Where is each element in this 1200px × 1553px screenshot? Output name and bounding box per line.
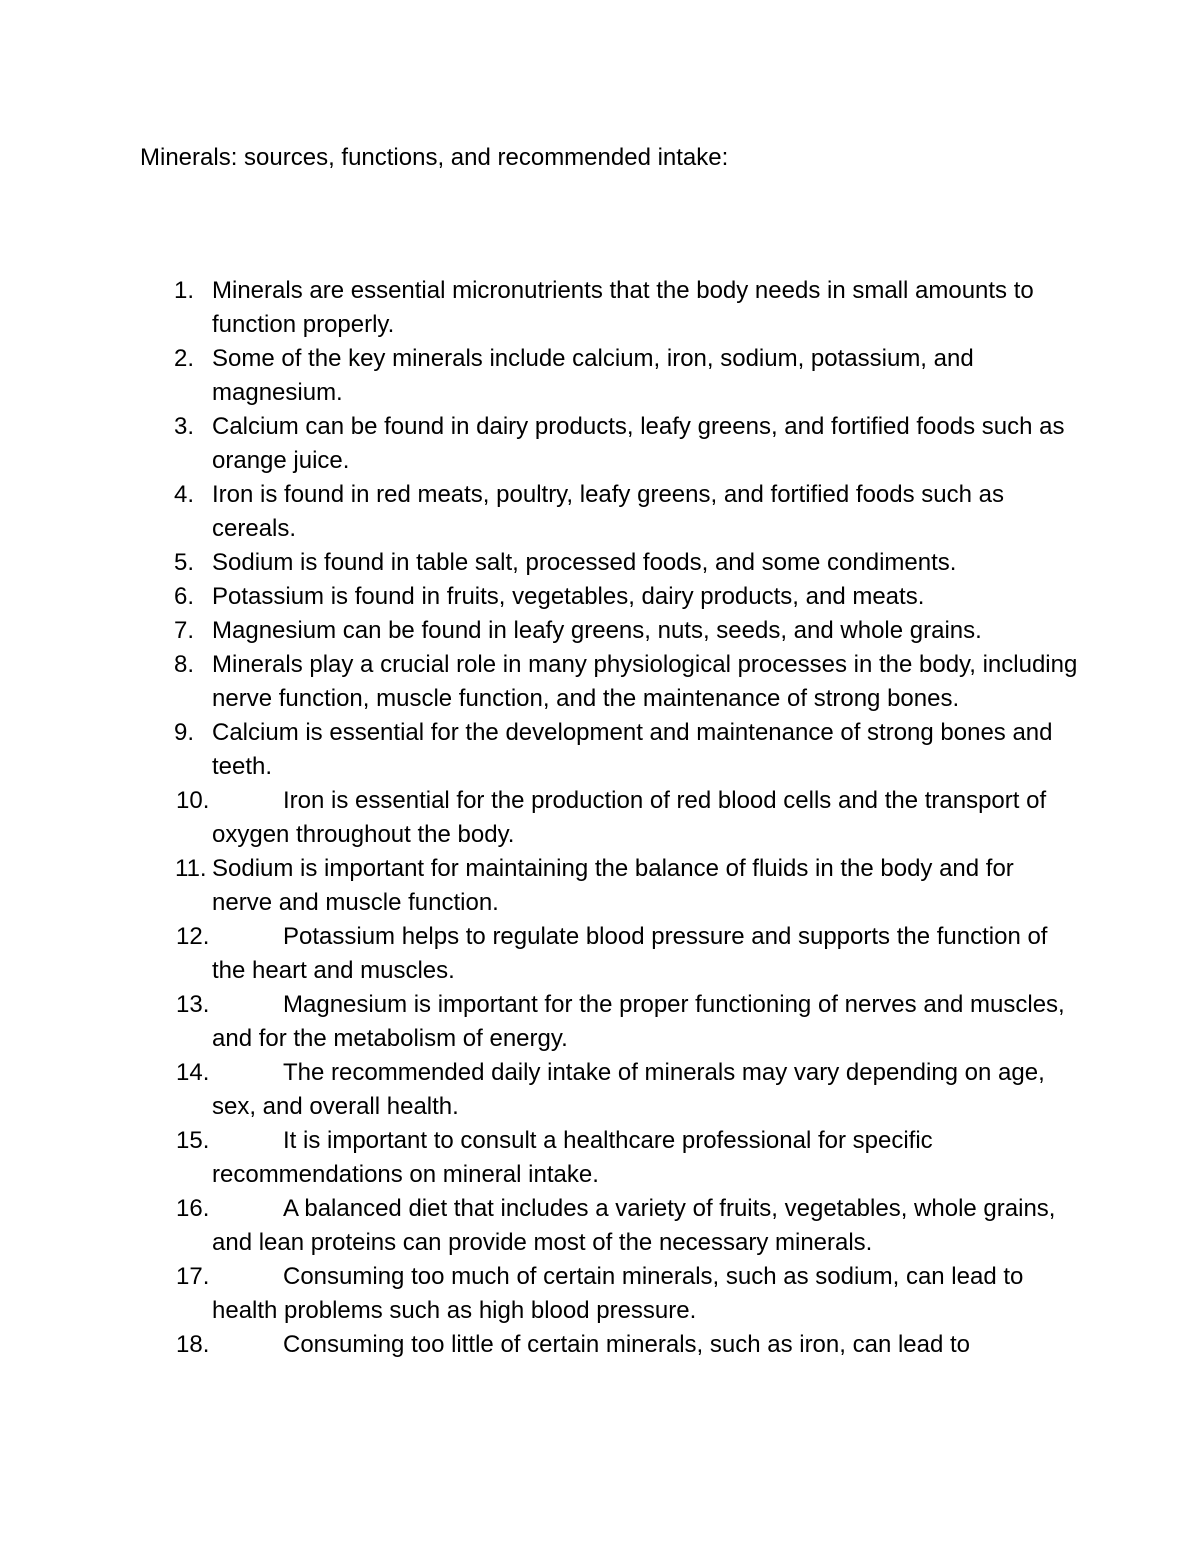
list-number: 12. <box>176 923 210 950</box>
list-text: The recommended daily intake of minerals may vary depending on age, sex, and overall health. <box>212 1059 1045 1120</box>
document-title: Minerals: sources, functions, and recommended intake: <box>140 144 729 171</box>
list-item <box>140 1328 1080 1362</box>
list-text: Potassium is found in fruits, vegetables, dairy products, and meats. <box>212 583 925 610</box>
list-number: 14. <box>176 1059 210 1086</box>
list-number: 2. <box>174 345 195 372</box>
list-text: Minerals are essential micronutrients that the body needs in small amounts to function properly. <box>212 277 1034 338</box>
list-item <box>140 852 1080 920</box>
list-item <box>140 274 1080 342</box>
list-number: 5. <box>174 549 195 576</box>
list-item <box>140 342 1080 410</box>
list-item <box>140 478 1080 546</box>
list-text: Iron is found in red meats, poultry, leafy greens, and fortified foods such as cereals. <box>212 481 1004 542</box>
list-text: Magnesium can be found in leafy greens, nuts, seeds, and whole grains. <box>212 617 982 644</box>
list-number: 10. <box>176 787 210 814</box>
list-number: 6. <box>174 583 195 610</box>
numbered-list <box>140 274 1080 1362</box>
list-number: 7. <box>174 617 195 644</box>
list-text: Calcium can be found in dairy products, leafy greens, and fortified foods such as orange juice. <box>212 413 1065 474</box>
list-text: Consuming too much of certain minerals, such as sodium, can lead to health problems such as high blood pressure. <box>212 1263 1024 1324</box>
list-text: Sodium is found in table salt, processed foods, and some condiments. <box>212 549 957 576</box>
list-text: Calcium is essential for the development and maintenance of strong bones and teeth. <box>212 719 1053 780</box>
list-number: 15. <box>176 1127 210 1154</box>
list-number: 9. <box>174 719 195 746</box>
list-item <box>140 1124 1080 1192</box>
list-text: A balanced diet that includes a variety of fruits, vegetables, whole grains, and lean proteins can provide most of the necessary minerals. <box>212 1195 1056 1256</box>
list-text: It is important to consult a healthcare professional for specific recommendations on mineral intake. <box>212 1127 933 1188</box>
list-text: Potassium helps to regulate blood pressure and supports the function of the heart and muscles. <box>212 923 1048 984</box>
list-text: Magnesium is important for the proper functioning of nerves and muscles, and for the metabolism of energy. <box>212 991 1065 1052</box>
list-number: 13. <box>176 991 210 1018</box>
list-item <box>140 920 1080 988</box>
list-text: Iron is essential for the production of red blood cells and the transport of oxygen throughout the body. <box>212 787 1047 848</box>
list-number: 16. <box>176 1195 210 1222</box>
list-text: Sodium is important for maintaining the balance of fluids in the body and for nerve and muscle function. <box>212 855 1014 916</box>
list-item <box>140 716 1080 784</box>
list-number: 1. <box>174 277 195 304</box>
list-item <box>140 648 1080 716</box>
list-text: Minerals play a crucial role in many physiological processes in the body, including nerve function, muscle function, and the maintenance of strong bones. <box>212 651 1078 712</box>
list-number: 3. <box>174 413 195 440</box>
list-item <box>140 1056 1080 1124</box>
list-number: 17. <box>176 1263 210 1290</box>
list-number: 18. <box>176 1331 210 1358</box>
list-item <box>140 1260 1080 1328</box>
list-item <box>140 546 1080 580</box>
list-number: 8. <box>174 651 195 678</box>
list-number: 11. <box>175 855 207 882</box>
list-item <box>140 988 1080 1056</box>
list-item <box>140 580 1080 614</box>
list-number: 4. <box>174 481 195 508</box>
list-item <box>140 614 1080 648</box>
list-item <box>140 784 1080 852</box>
list-item <box>140 1192 1080 1260</box>
list-item <box>140 410 1080 478</box>
list-text: Some of the key minerals include calcium, iron, sodium, potassium, and magnesium. <box>212 345 974 406</box>
list-text: Consuming too little of certain minerals, such as iron, can lead to <box>283 1331 971 1358</box>
